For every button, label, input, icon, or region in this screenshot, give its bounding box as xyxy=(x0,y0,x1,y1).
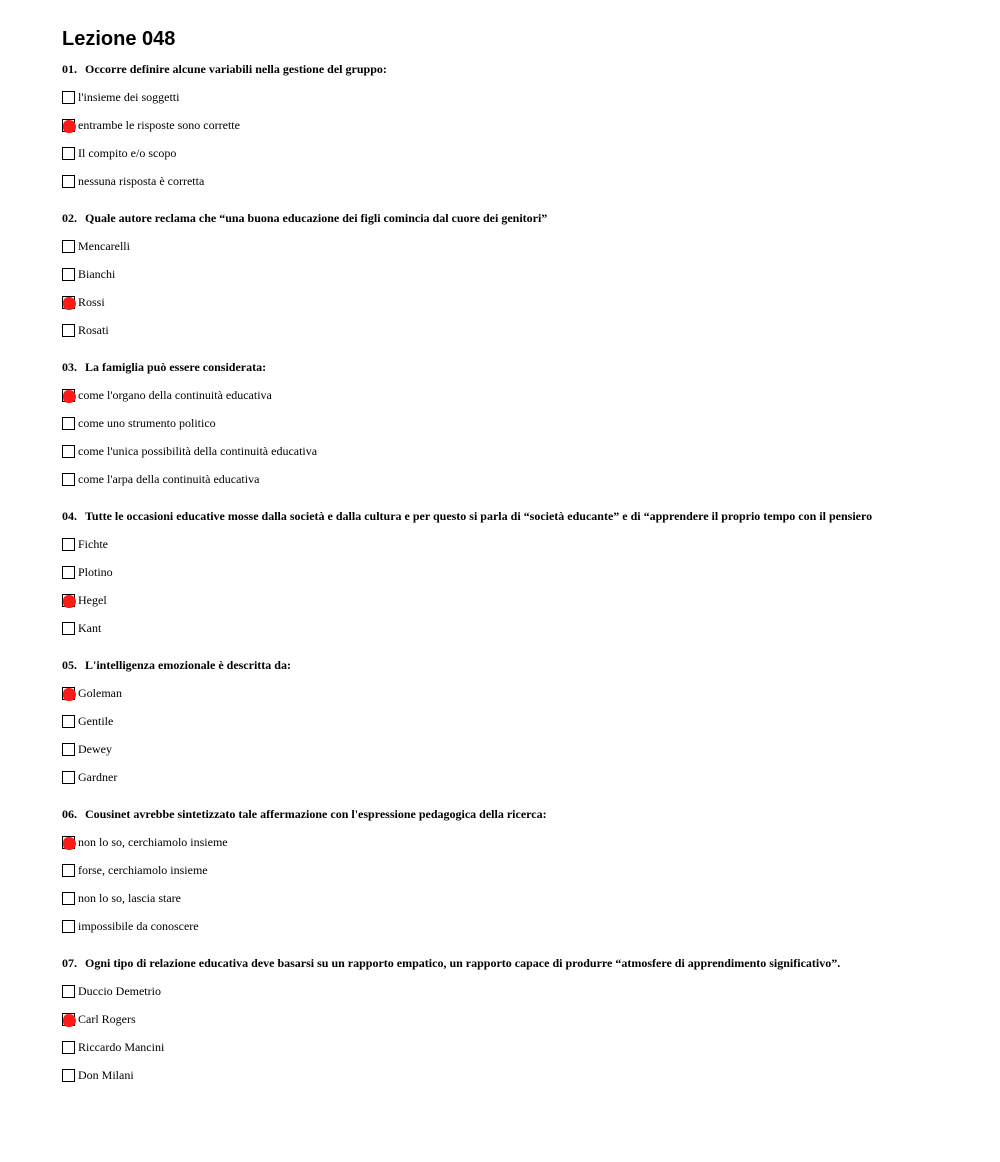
checkbox[interactable] xyxy=(62,864,75,877)
answer-option[interactable] xyxy=(62,117,982,133)
answer-label: Don Milani xyxy=(78,1068,134,1082)
question-text xyxy=(62,61,982,77)
answer-label: Goleman xyxy=(78,686,122,700)
question-prompt: L'intelligenza emozionale è descritta da: xyxy=(85,658,291,672)
answer-option[interactable] xyxy=(62,741,982,757)
checkbox[interactable] xyxy=(62,175,75,188)
check-mark-icon xyxy=(63,297,76,310)
answer-label: Plotino xyxy=(78,565,113,579)
checkbox[interactable] xyxy=(62,445,75,458)
page-title: Lezione 048 xyxy=(62,28,176,50)
check-mark-icon xyxy=(63,1014,76,1027)
checkbox-checked[interactable] xyxy=(62,119,75,132)
checkbox[interactable] xyxy=(62,920,75,933)
question-number: 01. xyxy=(62,62,77,76)
answer-label: Kant xyxy=(78,621,102,635)
answer-label: Carl Rogers xyxy=(78,1012,136,1026)
checkbox[interactable] xyxy=(62,622,75,635)
checkbox[interactable] xyxy=(62,566,75,579)
answer-option[interactable] xyxy=(62,890,982,906)
checkbox[interactable] xyxy=(62,324,75,337)
question-text xyxy=(62,806,982,822)
checkbox[interactable] xyxy=(62,715,75,728)
question-5 xyxy=(62,657,982,785)
checkbox-checked[interactable] xyxy=(62,296,75,309)
question-2 xyxy=(62,210,982,338)
question-text xyxy=(62,210,982,226)
answer-option[interactable] xyxy=(62,620,982,636)
question-7 xyxy=(62,955,982,1083)
answer-label: impossibile da conoscere xyxy=(78,919,199,933)
answer-label: come uno strumento politico xyxy=(78,416,216,430)
answer-option[interactable] xyxy=(62,1067,982,1083)
question-4 xyxy=(62,508,982,636)
answer-option[interactable] xyxy=(62,983,982,999)
answer-label: nessuna risposta è corretta xyxy=(78,174,205,188)
check-mark-icon xyxy=(63,390,76,403)
answer-option[interactable] xyxy=(62,685,982,701)
answer-label: come l'organo della continuità educativa xyxy=(78,388,272,402)
question-number: 03. xyxy=(62,360,77,374)
checkbox[interactable] xyxy=(62,1069,75,1082)
check-mark-icon xyxy=(63,595,76,608)
answer-option[interactable] xyxy=(62,294,982,310)
answer-label: come l'arpa della continuità educativa xyxy=(78,472,260,486)
checkbox[interactable] xyxy=(62,417,75,430)
answer-label: entrambe le risposte sono corrette xyxy=(78,118,240,132)
checkbox[interactable] xyxy=(62,240,75,253)
question-3 xyxy=(62,359,982,487)
answer-label: Il compito e/o scopo xyxy=(78,146,177,160)
answer-option[interactable] xyxy=(62,769,982,785)
question-list xyxy=(62,61,982,1083)
question-prompt: Ogni tipo di relazione educativa deve basarsi su un rapporto empatico, un rapporto capace di produrre “atmosfere di apprendimento significativo”. xyxy=(85,956,841,970)
answer-label: come l'unica possibilità della continuità educativa xyxy=(78,444,318,458)
checkbox[interactable] xyxy=(62,147,75,160)
checkbox[interactable] xyxy=(62,1041,75,1054)
answer-label: Bianchi xyxy=(78,267,116,281)
answer-label: Fichte xyxy=(78,537,108,551)
question-prompt: Quale autore reclama che “una buona educazione dei figli comincia dal cuore dei genitori” xyxy=(85,211,548,225)
question-number: 06. xyxy=(62,807,77,821)
answer-option[interactable] xyxy=(62,443,982,459)
checkbox-checked[interactable] xyxy=(62,389,75,402)
question-number: 04. xyxy=(62,509,77,523)
check-mark-icon xyxy=(63,688,76,701)
answer-option[interactable] xyxy=(62,918,982,934)
checkbox[interactable] xyxy=(62,743,75,756)
answer-label: non lo so, lascia stare xyxy=(78,891,181,905)
checkbox[interactable] xyxy=(62,771,75,784)
question-number: 07. xyxy=(62,956,77,970)
question-6 xyxy=(62,806,982,934)
answer-option[interactable] xyxy=(62,387,982,403)
answer-option[interactable] xyxy=(62,322,982,338)
answer-label: non lo so, cerchiamolo insieme xyxy=(78,835,228,849)
check-mark-icon xyxy=(63,120,76,133)
checkbox[interactable] xyxy=(62,985,75,998)
answer-option[interactable] xyxy=(62,834,982,850)
answer-label: Mencarelli xyxy=(78,239,130,253)
answer-option[interactable] xyxy=(62,471,982,487)
question-text xyxy=(62,359,982,375)
question-prompt: Occorre definire alcune variabili nella gestione del gruppo: xyxy=(85,62,387,76)
answer-option[interactable] xyxy=(62,592,982,608)
question-prompt: Tutte le occasioni educative mosse dalla società e dalla cultura e per questo si parla di “società educante” e di “apprendere il proprio tempo con il pensiero xyxy=(85,509,873,523)
question-prompt: La famiglia può essere considerata: xyxy=(85,360,267,374)
answer-option[interactable] xyxy=(62,238,982,254)
answer-label: Duccio Demetrio xyxy=(78,984,161,998)
answer-option[interactable] xyxy=(62,173,982,189)
question-text xyxy=(62,955,982,971)
answer-option[interactable] xyxy=(62,415,982,431)
answer-label: Hegel xyxy=(78,593,107,607)
answer-option[interactable] xyxy=(62,1011,982,1027)
question-number: 02. xyxy=(62,211,77,225)
question-number: 05. xyxy=(62,658,77,672)
answer-label: Rosati xyxy=(78,323,109,337)
question-text xyxy=(62,508,982,524)
answer-label: Gentile xyxy=(78,714,114,728)
quiz-page xyxy=(62,26,982,1083)
checkbox[interactable] xyxy=(62,268,75,281)
answer-option[interactable] xyxy=(62,564,982,580)
checkbox-checked[interactable] xyxy=(62,594,75,607)
answer-option[interactable] xyxy=(62,862,982,878)
question-1 xyxy=(62,61,982,189)
answer-label: forse, cerchiamolo insieme xyxy=(78,863,208,877)
answer-option[interactable] xyxy=(62,536,982,552)
checkbox[interactable] xyxy=(62,91,75,104)
answer-option[interactable] xyxy=(62,89,982,105)
answer-option[interactable] xyxy=(62,713,982,729)
answer-label: l'insieme dei soggetti xyxy=(78,90,180,104)
answer-label: Gardner xyxy=(78,770,118,784)
answer-option[interactable] xyxy=(62,266,982,282)
checkbox[interactable] xyxy=(62,538,75,551)
checkbox-checked[interactable] xyxy=(62,836,75,849)
question-prompt: Cousinet avrebbe sintetizzato tale affermazione con l'espressione pedagogica della ricerca: xyxy=(85,807,547,821)
checkbox-checked[interactable] xyxy=(62,1013,75,1026)
answer-option[interactable] xyxy=(62,145,982,161)
answer-label: Dewey xyxy=(78,742,112,756)
checkbox[interactable] xyxy=(62,473,75,486)
answer-label: Rossi xyxy=(78,295,105,309)
checkbox-checked[interactable] xyxy=(62,687,75,700)
check-mark-icon xyxy=(63,837,76,850)
question-text xyxy=(62,657,982,673)
checkbox[interactable] xyxy=(62,892,75,905)
answer-option[interactable] xyxy=(62,1039,982,1055)
answer-label: Riccardo Mancini xyxy=(78,1040,165,1054)
